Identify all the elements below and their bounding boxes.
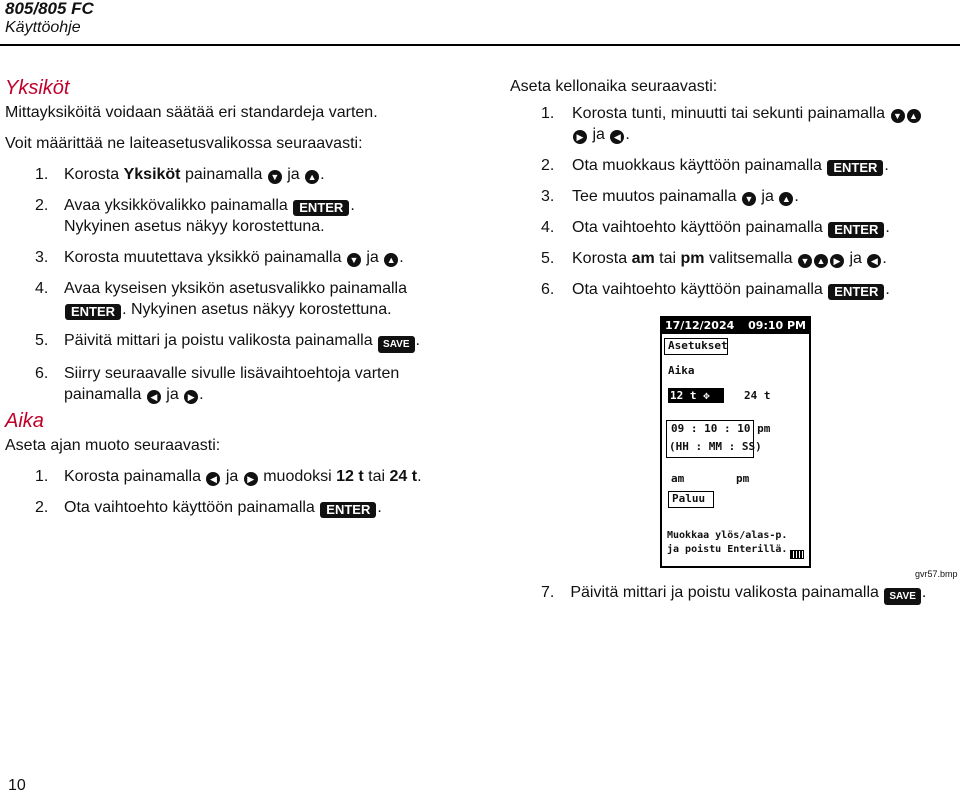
page-number: 10	[8, 777, 26, 794]
step-number: 1.	[541, 105, 555, 122]
step-text: muodoksi	[258, 468, 337, 485]
step-bold: Yksiköt	[123, 166, 181, 183]
step-text: .	[399, 249, 404, 266]
screen-back-label: Paluu	[672, 492, 706, 505]
step-text: Siirry seuraavalle sivulle lisävaihtoehtoja varten	[64, 365, 400, 382]
right-arrow-icon: ▶	[573, 130, 587, 144]
kello-step-7	[541, 582, 926, 605]
step-text: Korosta muutettava yksikkö painamalla	[64, 249, 346, 266]
step-text: Korosta tunti, minuutti tai sekunti painamalla	[572, 105, 890, 122]
step-text: Nykyinen asetus näkyy korostettuna.	[64, 218, 325, 235]
step-text: .	[625, 126, 630, 143]
screen-clock-value: 09 : 10 : 10 pm	[671, 422, 771, 435]
step-text: Tee muutos painamalla	[572, 188, 741, 205]
step-text: ja	[588, 126, 610, 143]
step-text: .	[415, 332, 420, 349]
step-text: Korosta	[572, 250, 632, 267]
down-arrow-icon: ▼	[742, 192, 756, 206]
up-arrow-icon: ▲	[384, 253, 398, 267]
right-arrow-icon: ▶	[830, 254, 844, 268]
step-number: 1.	[35, 468, 49, 485]
yksikot-step-2	[5, 195, 475, 237]
up-arrow-icon: ▲	[814, 254, 828, 268]
step-text: Päivitä mittari ja poistu valikosta painamalla	[570, 584, 884, 601]
step-bold: pm	[680, 250, 705, 267]
right-arrow-icon: ▶	[184, 390, 198, 404]
step-text: Ota vaihtoehto käyttöön painamalla	[64, 499, 320, 516]
step-text: .	[921, 584, 927, 601]
aika-step-1	[5, 466, 475, 487]
header-model: 805/805 FC	[5, 0, 94, 18]
yksikot-steps	[5, 164, 475, 405]
step-number: 6.	[541, 281, 555, 298]
step-bold: 24 t	[389, 468, 418, 485]
yksikot-step-4	[5, 278, 475, 320]
step-text: . Nykyinen asetus näkyy korostettuna.	[122, 301, 392, 318]
step-text: ja	[756, 188, 779, 205]
step-text: painamalla	[64, 386, 146, 403]
down-arrow-icon: ▼	[891, 109, 905, 123]
aika-intro: Aseta ajan muoto seuraavasti:	[5, 437, 221, 454]
screen-time: 09:10 PM	[748, 319, 806, 332]
step-number: 5.	[541, 250, 555, 267]
step-number: 4.	[541, 219, 555, 236]
step-text: .	[320, 166, 325, 183]
kello-steps	[510, 103, 955, 300]
screen-help-line1: Muokkaa ylös/alas-p.	[667, 530, 788, 541]
step-text: Korosta painamalla	[64, 468, 206, 485]
kello-step-2	[510, 155, 955, 176]
step-text: .	[417, 468, 422, 485]
step-text: Ota muokkaus käyttöön painamalla	[572, 157, 827, 174]
kello-step-6	[510, 279, 955, 300]
screen-option-12t-label: 12 t	[670, 389, 697, 402]
left-arrow-icon: ◀	[867, 254, 881, 268]
screen-date: 17/12/2024	[665, 319, 735, 332]
enter-key-icon: ENTER	[293, 200, 349, 216]
screen-option-12t	[668, 388, 724, 403]
step-text: Ota vaihtoehto käyttöön painamalla	[572, 281, 828, 298]
battery-icon	[790, 550, 804, 559]
step-text: .	[350, 197, 355, 214]
save-key-icon: SAVE	[884, 588, 921, 605]
step-text: Päivitä mittari ja poistu valikosta painamalla	[64, 332, 378, 349]
right-arrow-icon: ▶	[244, 472, 258, 486]
yksikot-step-5	[5, 330, 475, 353]
step-number: 7.	[541, 584, 555, 601]
step-text: ja	[361, 249, 384, 266]
step-number: 6.	[35, 365, 49, 382]
step-text: painamalla	[180, 166, 267, 183]
step-number: 2.	[541, 157, 555, 174]
kello-step-3	[510, 186, 955, 207]
screen-status-bar	[662, 318, 809, 334]
save-key-icon: SAVE	[378, 336, 415, 353]
yksikot-intro1: Mittayksiköitä voidaan säätää eri standardeja varten.	[5, 104, 378, 121]
yksikot-step-3	[5, 247, 475, 268]
step-text: ja	[161, 386, 184, 403]
step-text: .	[885, 281, 890, 298]
step-bold: am	[631, 250, 655, 267]
screen-pm: pm	[736, 472, 750, 485]
left-arrow-icon: ◀	[610, 130, 624, 144]
section-title-aika: Aika	[5, 410, 44, 432]
right-column	[510, 76, 955, 310]
step-text: .	[882, 250, 887, 267]
step-number: 3.	[541, 188, 555, 205]
kello-step-5	[510, 248, 955, 269]
left-column	[5, 76, 475, 528]
figure-reference: gvr57.bmp	[915, 569, 958, 579]
step-number: 5.	[35, 332, 49, 349]
yksikot-step-6	[5, 363, 475, 405]
step-text: ja	[282, 166, 305, 183]
screen-am: am	[671, 472, 685, 485]
step-text: .	[377, 499, 382, 516]
down-arrow-icon: ▼	[347, 253, 361, 267]
yksikot-intro2: Voit määrittää ne laiteasetusvalikossa seuraavasti:	[5, 135, 363, 152]
page-header	[5, 0, 94, 38]
kello-intro: Aseta kellonaika seuraavasti:	[510, 78, 718, 95]
step-bold: 12 t	[336, 468, 364, 485]
screen-option-24t: 24 t	[744, 389, 771, 402]
section-title-yksikot: Yksiköt	[5, 77, 70, 99]
step-number: 3.	[35, 249, 49, 266]
step-text: .	[199, 386, 204, 403]
step-text: .	[794, 188, 799, 205]
step-number: 4.	[35, 280, 49, 297]
step-text: ja	[221, 468, 243, 485]
down-arrow-icon: ▼	[268, 170, 282, 184]
screen-help-line2: ja poistu Enterillä.	[667, 544, 788, 555]
meter-screen-figure	[660, 316, 811, 568]
left-arrow-icon: ◀	[206, 472, 220, 486]
header-subtitle: Käyttöohje	[5, 19, 81, 36]
step-text: Avaa kyseisen yksikön asetusvalikko painamalla	[64, 280, 407, 297]
step-text: tai	[363, 468, 390, 485]
aika-step-2	[5, 497, 475, 518]
step-text: tai	[654, 250, 681, 267]
step-text: .	[884, 157, 889, 174]
kello-step-1	[510, 103, 955, 145]
step-text: Ota vaihtoehto käyttöön painamalla	[572, 219, 828, 236]
enter-key-icon: ENTER	[828, 284, 884, 300]
nav-cross-icon: ✥	[703, 389, 710, 402]
step-text: .	[885, 219, 890, 236]
enter-key-icon: ENTER	[65, 304, 121, 320]
step-text: Avaa yksikkövalikko painamalla	[64, 197, 293, 214]
enter-key-icon: ENTER	[827, 160, 883, 176]
up-arrow-icon: ▲	[779, 192, 793, 206]
screen-aika-label: Aika	[668, 364, 695, 377]
yksikot-step-1	[5, 164, 475, 185]
step-text: valitsemalla	[704, 250, 797, 267]
header-rule	[0, 44, 960, 46]
enter-key-icon: ENTER	[828, 222, 884, 238]
screen-heading: Asetukset	[668, 339, 728, 352]
step-text: Korosta	[64, 166, 124, 183]
step-number: 1.	[35, 166, 49, 183]
up-arrow-icon: ▲	[907, 109, 921, 123]
step-number: 2.	[35, 197, 49, 214]
screen-clock-format: (HH : MM : SS)	[669, 440, 762, 453]
enter-key-icon: ENTER	[320, 502, 376, 518]
step-text: ja	[845, 250, 867, 267]
kello-step-4	[510, 217, 955, 238]
step-number: 2.	[35, 499, 49, 516]
down-arrow-icon: ▼	[798, 254, 812, 268]
left-arrow-icon: ◀	[147, 390, 161, 404]
aika-steps	[5, 466, 475, 518]
up-arrow-icon: ▲	[305, 170, 319, 184]
